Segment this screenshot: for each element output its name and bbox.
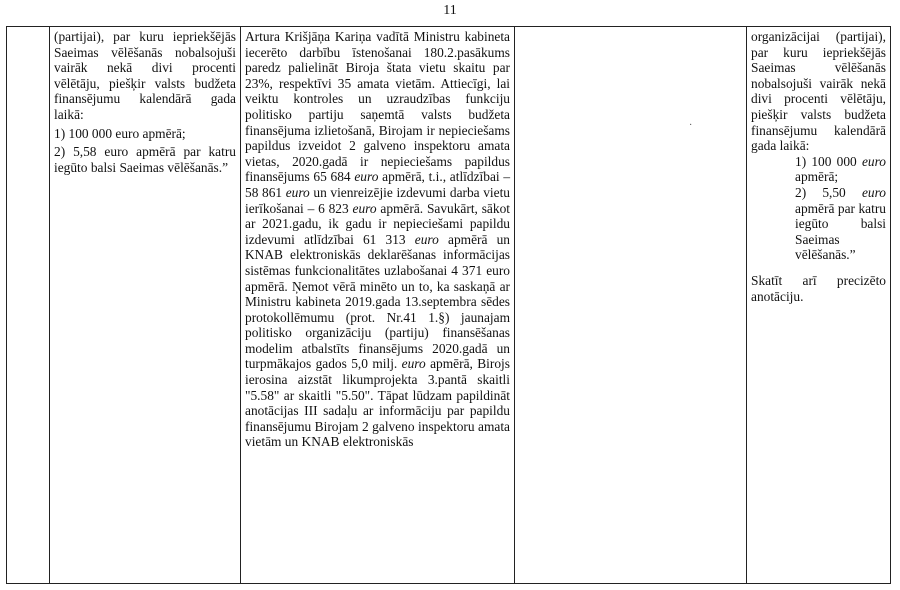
proposal-text-part: apmērā, t.i., atlīdzībai – 58 861	[245, 169, 511, 200]
page-number: 11	[443, 3, 457, 18]
final-text-intro: organizācijai (partijai), par kuru iepriekšējās Saeimas vēlēšanās nobalsojuši vairāk nekā divi procenti vēlētāju, piešķir valsts budžeta finansējumu kalendārā gada laikā:	[751, 29, 886, 154]
proposal-text-part: apmērā, Birojs ierosina aizstāt likumprojekta 3.pantā skaitli "5.58" ar skaitli "5.50". Tāpat lūdzam papildināt anotācijas III sadaļu ar informāciju par papildu finansējumu Birojam 2 galveno inspektoru amata vietām un KNAB elektroniskās	[245, 356, 510, 450]
cell-final-text	[747, 27, 891, 584]
stray-mark: ·	[689, 120, 693, 131]
euro-italic: euro	[352, 200, 377, 216]
proposal-paragraph	[245, 29, 510, 450]
cell-proposal	[241, 27, 515, 584]
final-item-text: apmērā par katru iegūto balsi Saeimas vēlēšanās.”	[795, 200, 886, 263]
final-text-item-2	[751, 185, 886, 263]
current-text-item-2: 2) 5,58 euro apmērā par katru iegūto balsi Saeimas vēlēšanās.”	[54, 144, 236, 175]
proposal-text-part: Artura Krišjāņa Kariņa vadītā Ministru kabineta iecerēto darbību īstenošanai 180.2.pasākums paredz palielināt Biroja štata vietu skaitu par 23%, respektīvi 35 amata vietām. Attiecīgi, lai veiktu kontroles un uzraudzības funkciju politisko partiju saņemtā valsts budžeta finansējuma izlietošanā, Birojam ir nepieciešams papildus izveidot 2 galveno inspektoru amata vietas, 2020.gadā ir nepieciešams papildus finansējums 65 684	[245, 29, 510, 185]
euro-italic: euro	[401, 356, 426, 372]
final-item-text: apmērā;	[795, 169, 839, 185]
current-text-intro: (partijai), par kuru iepriekšējās Saeimas vēlēšanās nobalsojuši vairāk nekā divi procenti vēlētāju, piešķir valsts budžeta finansējumu kalendārā gada laikā:	[54, 29, 236, 122]
cell-number	[7, 27, 50, 584]
final-text-note: Skatīt arī precizēto anotāciju.	[751, 272, 886, 304]
euro-italic: euro	[354, 169, 379, 185]
euro-italic: euro	[861, 153, 886, 169]
final-item-text: 2) 5,50	[795, 184, 862, 200]
euro-italic: euro	[285, 184, 310, 200]
proposal-text-part: apmērā un KNAB elektroniskās deklarēšanas informācijas sistēmas funkcionalitātes uzlabošanai 4 371 euro apmērā. Ņemot vērā minēto un to, ka saskaņā ar Ministru kabineta 2019.gada 13.septembra sēdes protokollēmumu (prot. Nr.41 1.§) jaunajam politisko organizāciju (partiju) finansēšanas modelim atbalstīts finansējums 2020.gadā un turpmākajos gados 5,0 milj.	[245, 231, 510, 372]
current-text-item-1: 1) 100 000 euro apmērā;	[54, 125, 186, 141]
final-text-item-1	[751, 154, 886, 185]
comparison-table	[6, 26, 891, 584]
cell-current-text	[50, 27, 241, 584]
cell-response	[515, 27, 747, 584]
table-row	[7, 27, 891, 584]
proposal-text-part: apmērā. Savukārt, sākot ar 2021.gadu, ik gadu ir nepieciešami papildu izdevumi atlīdzībai 61 313	[245, 200, 510, 247]
proposal-text-part: un vienreizējie izdevumi darba vietu ierīkošanai – 6 823	[245, 184, 511, 216]
final-item-text: 1) 100 000	[795, 153, 862, 169]
euro-italic: euro	[414, 231, 439, 247]
euro-italic: euro	[861, 184, 886, 200]
